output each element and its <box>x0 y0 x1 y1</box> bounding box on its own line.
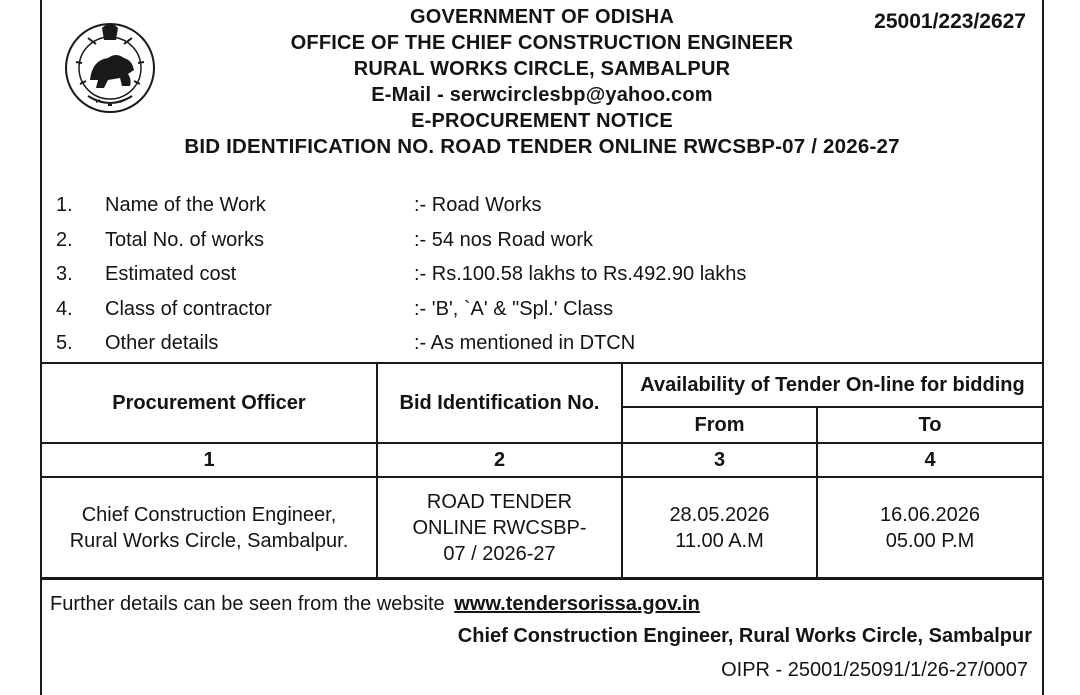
circle-title: RURAL WORKS CIRCLE, SAMBALPUR <box>353 58 731 80</box>
detail-item <box>52 190 1032 225</box>
detail-label: Other details <box>105 332 219 354</box>
from-cell <box>622 477 817 579</box>
header-from: From <box>622 407 817 443</box>
column-index: 3 <box>622 443 817 477</box>
header-availability: Availability of Tender On-line for bidding <box>622 363 1042 407</box>
column-index: 2 <box>377 443 622 477</box>
detail-number: 4. <box>56 297 73 320</box>
website-link[interactable]: www.tendersorissa.gov.in <box>454 593 700 615</box>
government-title: GOVERNMENT OF ODISHA <box>409 6 674 28</box>
notice-title: E-PROCUREMENT NOTICE <box>411 110 673 132</box>
reference-number: 25001/223/2627 <box>874 10 1026 33</box>
bid-identification-cell <box>377 477 622 579</box>
footer-divider <box>42 577 1042 579</box>
signature-line: Chief Construction Engineer, Rural Works Circle, Sambalpur <box>457 625 1032 647</box>
office-title: OFFICE OF THE CHIEF CONSTRUCTION ENGINEER <box>290 32 794 54</box>
to-time: 05.00 P.M <box>885 530 975 552</box>
detail-label: Total No. of works <box>105 228 264 251</box>
header-to: To <box>817 407 1042 443</box>
to-date: 16.06.2026 <box>879 504 981 526</box>
officer-line: Chief Construction Engineer, <box>81 504 337 526</box>
detail-item <box>52 328 1032 363</box>
to-cell <box>817 477 1042 579</box>
detail-number: 1. <box>56 194 73 216</box>
detail-label: Estimated cost <box>105 263 237 285</box>
detail-value: :- 54 nos Road work <box>414 228 593 251</box>
detail-number: 2. <box>56 228 73 251</box>
officer-line: Rural Works Circle, Sambalpur. <box>69 530 349 552</box>
procurement-officer-cell <box>42 477 377 579</box>
work-details-list <box>52 190 1032 363</box>
further-details <box>50 593 700 616</box>
from-date: 28.05.2026 <box>669 504 770 526</box>
from-time: 11.00 A.M <box>675 530 764 552</box>
email-line: E-Mail - serwcirclesbp@yahoo.com <box>371 84 713 106</box>
bid-line: ONLINE RWCSBP- <box>412 517 587 539</box>
column-index: 4 <box>817 443 1042 477</box>
oipr-number: OIPR - 25001/25091/1/26-27/0007 <box>721 659 1028 681</box>
header-bid-identification: Bid Identification No. <box>377 363 622 443</box>
detail-item <box>52 225 1032 260</box>
column-index: 1 <box>42 443 377 477</box>
e-procurement-notice <box>40 0 1044 695</box>
table-row <box>42 477 1042 579</box>
detail-value: :- 'B', `A' & "Spl.' Class <box>414 297 614 320</box>
detail-number: 3. <box>56 263 73 285</box>
detail-value: :- Rs.100.58 lakhs to Rs.492.90 lakhs <box>414 263 747 285</box>
detail-label: Class of contractor <box>105 297 272 320</box>
tender-schedule-table <box>42 362 1042 580</box>
detail-item <box>52 259 1032 294</box>
header-procurement-officer: Procurement Officer <box>42 363 377 443</box>
bid-line: ROAD TENDER <box>426 491 573 513</box>
detail-value: :- As mentioned in DTCN <box>414 332 636 354</box>
detail-number: 5. <box>56 332 73 354</box>
detail-label: Name of the Work <box>105 194 266 216</box>
further-details-text: Further details can be seen from the website <box>50 593 445 615</box>
detail-value: :- Road Works <box>414 194 542 216</box>
detail-item <box>52 294 1032 329</box>
bid-identification-line: BID IDENTIFICATION NO. ROAD TENDER ONLINE RWCSBP-07 / 2026-27 <box>184 135 900 158</box>
bid-line: 07 / 2026-27 <box>443 543 556 565</box>
